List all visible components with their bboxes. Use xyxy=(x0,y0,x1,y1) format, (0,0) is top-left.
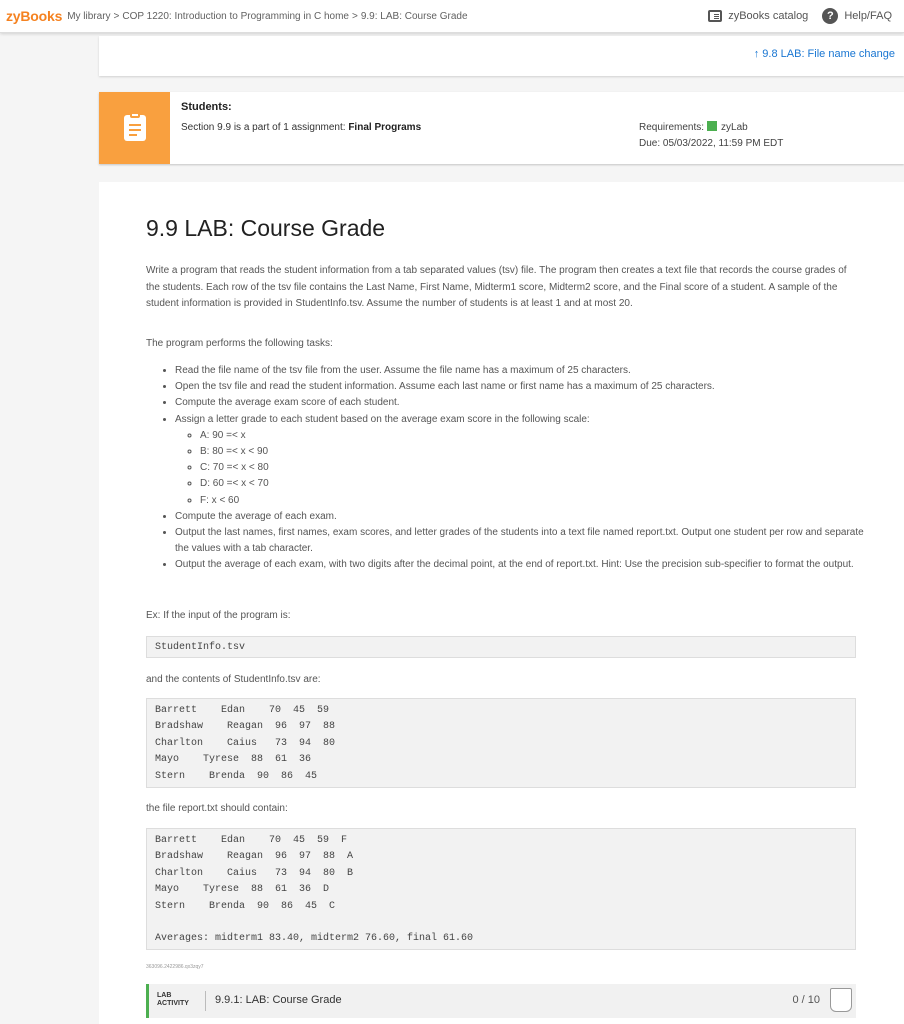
grade-scale-item: ◦ D: 60 =< x < 70 xyxy=(200,476,865,492)
example-label: Ex: If the input of the program is: xyxy=(146,610,291,621)
lab-score: 0 / 10 xyxy=(792,994,820,1006)
grade-scale-item: ◦ F: x < 60 xyxy=(200,493,865,509)
requirements-block: Requirements: zyLab Due: 05/03/2022, 11:59 PM EDT xyxy=(639,120,783,152)
grade-scale-list xyxy=(175,428,865,509)
breadcrumb-my-library[interactable]: My library xyxy=(67,10,111,22)
completion-badge-icon xyxy=(830,988,852,1012)
assignment-info-panel xyxy=(99,92,904,164)
task-item: • Assign a letter grade to each student based on the average exam score in the following scale: ◦ A: 90 =< x ◦ B: 80 =< x < 90 ◦ C: 70 =< x < 80 ◦ D: 60 =< x < 70 ◦ F: x < 60 xyxy=(175,412,865,509)
task-item: • Output the last names, first names, exam scores, and letter grades of the students into a text file named report.txt. Output one student per row and separate the values with a tab character. xyxy=(175,525,865,557)
task-item: • Read the file name of the tsv file from the user. Assume the file name has a maximum of 25 characters. xyxy=(175,363,865,379)
tsv-code-block: Barrett Edan 70 45 59 Bradshaw Reagan 96 97 88 Charlton Caius 73 94 80 Mayo Tyrese 88 61 36 Stern Brenda 90 86 45 xyxy=(146,698,856,788)
students-title: Students: xyxy=(181,101,232,113)
report-label: the file report.txt should contain: xyxy=(146,803,288,814)
contents-label: and the contents of StudentInfo.tsv are: xyxy=(146,674,321,685)
help-faq-link[interactable]: ? Help/FAQ xyxy=(822,8,892,24)
report-code-block: Barrett Edan 70 45 59 F Bradshaw Reagan 96 97 88 A Charlton Caius 73 94 80 B Mayo Tyrese 88 61 36 D Stern Brenda 90 86 45 C Averages: midterm1 83.40, midterm2 76.60, final 61.60 xyxy=(146,828,856,950)
previous-section-link[interactable]: ↑ 9.8 LAB: File name change xyxy=(753,48,895,60)
tasks-list xyxy=(146,363,865,574)
breadcrumb: My library > COP 1220: Introduction to Programming in C home > 9.9: LAB: Course Grade xyxy=(67,10,468,22)
clipboard-icon xyxy=(124,115,146,141)
divider xyxy=(205,991,206,1011)
task-item: • Compute the average of each exam. xyxy=(175,509,865,525)
task-item: • Open the tsv file and read the student information. Assume each last name or first name has a maximum of 25 characters. xyxy=(175,379,865,395)
catalog-icon xyxy=(708,10,722,22)
input-code-block: StudentInfo.tsv xyxy=(146,636,856,658)
breadcrumb-course-home[interactable]: COP 1220: Introduction to Programming in C home xyxy=(122,10,349,22)
help-icon: ? xyxy=(822,8,838,24)
task-item: • Output the average of each exam, with two digits after the decimal point, at the end of report.txt. Hint: Use the precision sub-specifier to format the output. xyxy=(175,557,865,573)
zybooks-catalog-link[interactable]: zyBooks catalog xyxy=(708,10,808,22)
content-id: 363096.2422986.qx3zqy7 xyxy=(146,964,204,970)
breadcrumb-current-section: 9.9: LAB: Course Grade xyxy=(360,10,468,22)
section-nav-panel xyxy=(99,36,904,76)
assignment-name[interactable]: Final Programs xyxy=(348,122,422,133)
lab-activity-tag: LAB ACTIVITY xyxy=(157,992,189,1007)
assignment-badge xyxy=(99,92,170,164)
top-right-links xyxy=(694,0,892,32)
tasks-intro: The program performs the following tasks: xyxy=(146,338,333,349)
zylab-icon xyxy=(707,121,717,131)
lab-activity-title: 9.9.1: LAB: Course Grade xyxy=(215,994,342,1006)
lab-activity-bar[interactable] xyxy=(146,984,856,1018)
grade-scale-item: ◦ A: 90 =< x xyxy=(200,428,865,444)
assignment-text: Section 9.9 is a part of 1 assignment: Final Programs xyxy=(181,122,422,133)
zybooks-logo[interactable]: zyBooks xyxy=(6,8,63,24)
due-date: Due: 05/03/2022, 11:59 PM EDT xyxy=(639,138,784,149)
content-panel xyxy=(99,182,904,1024)
grade-scale-item: ◦ B: 80 =< x < 90 xyxy=(200,444,865,460)
task-item: • Compute the average exam score of each student. xyxy=(175,395,865,411)
page-title: 9.9 LAB: Course Grade xyxy=(146,215,386,241)
grade-scale-item: ◦ C: 70 =< x < 80 xyxy=(200,460,865,476)
top-bar xyxy=(0,0,904,33)
lab-intro: Write a program that reads the student information from a tab separated values (tsv) file. The program then creates a text file that records the course grades of the students. Each row of the tsv file contains the Last Name, First Name, Midterm1 score, Midterm2 score, and the Final score of a student. A sample of the student information is provided in StudentInfo.tsv. Assume the number of students is at least 1 and at most 20. xyxy=(146,265,847,309)
